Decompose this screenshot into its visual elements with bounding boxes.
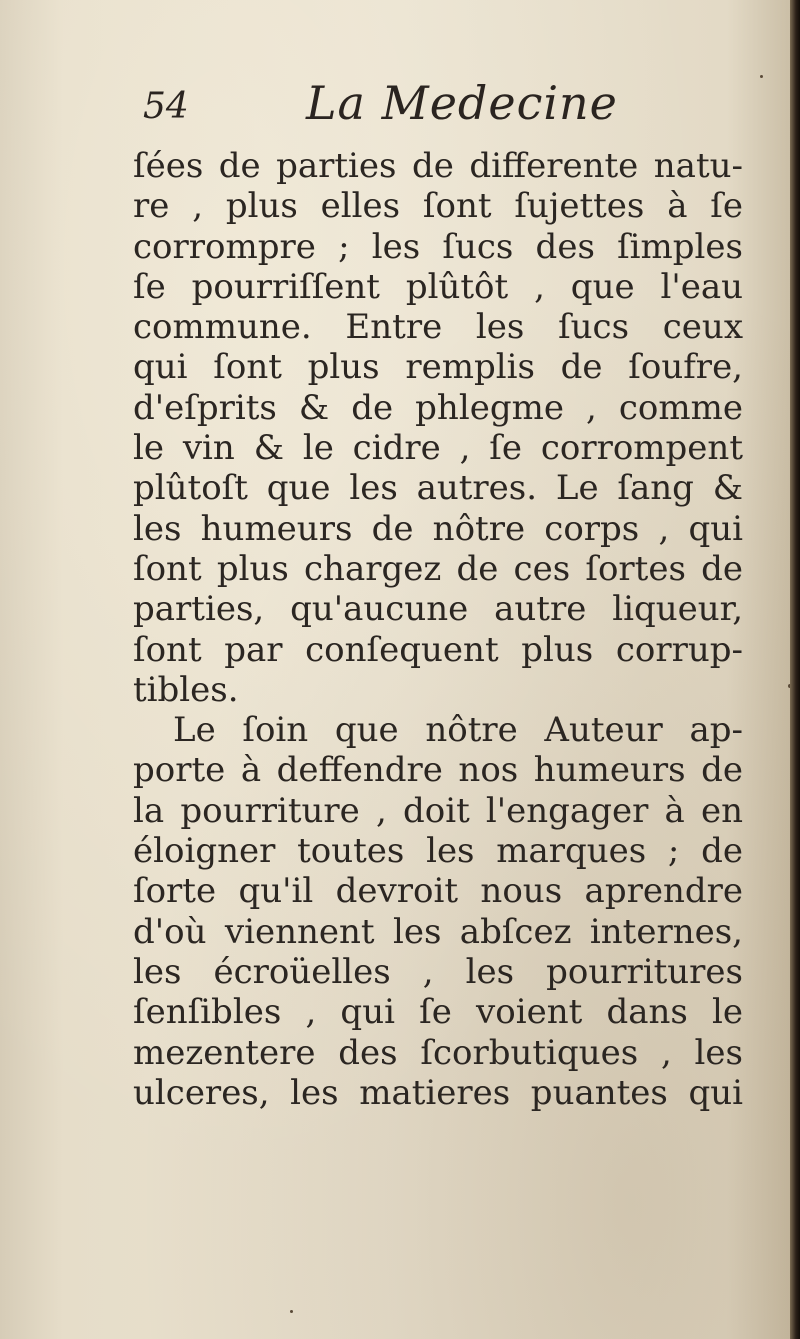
- text-line: mezentere des ſcorbutiques , les: [133, 1032, 743, 1073]
- text-line: ſont plus chargez de ces ſortes de: [133, 548, 743, 589]
- text-line: ſorte qu'il devroit nous aprendre: [133, 871, 743, 912]
- paragraph-1: [133, 146, 743, 710]
- text-line: les humeurs de nôtre corps , qui: [133, 508, 743, 549]
- text-line: ſe pourriſſent plûtôt , que l'eau: [133, 266, 743, 307]
- text-line: re , plus elles ſont ſujettes à ſe: [133, 186, 743, 227]
- text-line: le vin & le cidre , ſe corrompent: [133, 428, 743, 469]
- text-line: la pourriture , doit l'engager à en: [133, 790, 743, 831]
- text-line: porte à deffendre nos humeurs de: [133, 750, 743, 791]
- page-edge-shadow: [790, 0, 800, 1339]
- text-line: les écroüelles , les pourritures: [133, 951, 743, 992]
- ink-fleck: [760, 75, 763, 78]
- text-line: tibles.: [133, 669, 239, 710]
- text-line: d'où viennent les abſcez internes,: [133, 911, 743, 952]
- text-line: commune. Entre les ſucs ceux: [133, 307, 743, 348]
- text-line: qui ſont plus remplis de ſoufre,: [133, 347, 743, 388]
- text-line: ſées de parties de differente natu-: [133, 146, 743, 186]
- text-line: ulceres, les matieres puantes qui: [133, 1072, 743, 1113]
- text-line: plûtoſt que les autres. Le ſang &: [133, 468, 743, 509]
- text-line: parties, qu'aucune autre liqueur,: [133, 589, 743, 630]
- text-line: corrompre ; les ſucs des ſimples: [133, 226, 743, 267]
- page-number: 54: [143, 86, 189, 127]
- body-text: [133, 146, 743, 1113]
- ink-fleck: [290, 1310, 293, 1313]
- text-line: ſont par conſequent plus corrup-: [133, 629, 743, 670]
- text-line: éloigner toutes les marques ; de: [133, 831, 743, 872]
- text-line: Le ſoin que nôtre Auteur ap-: [173, 710, 743, 751]
- paragraph-2: [133, 710, 743, 1113]
- page-header: [143, 72, 743, 134]
- text-line: d'eſprits & de phlegme , comme: [133, 387, 743, 428]
- running-title: La Medecine: [306, 76, 618, 130]
- text-line: ſenſibles , qui ſe voient dans le: [133, 992, 743, 1033]
